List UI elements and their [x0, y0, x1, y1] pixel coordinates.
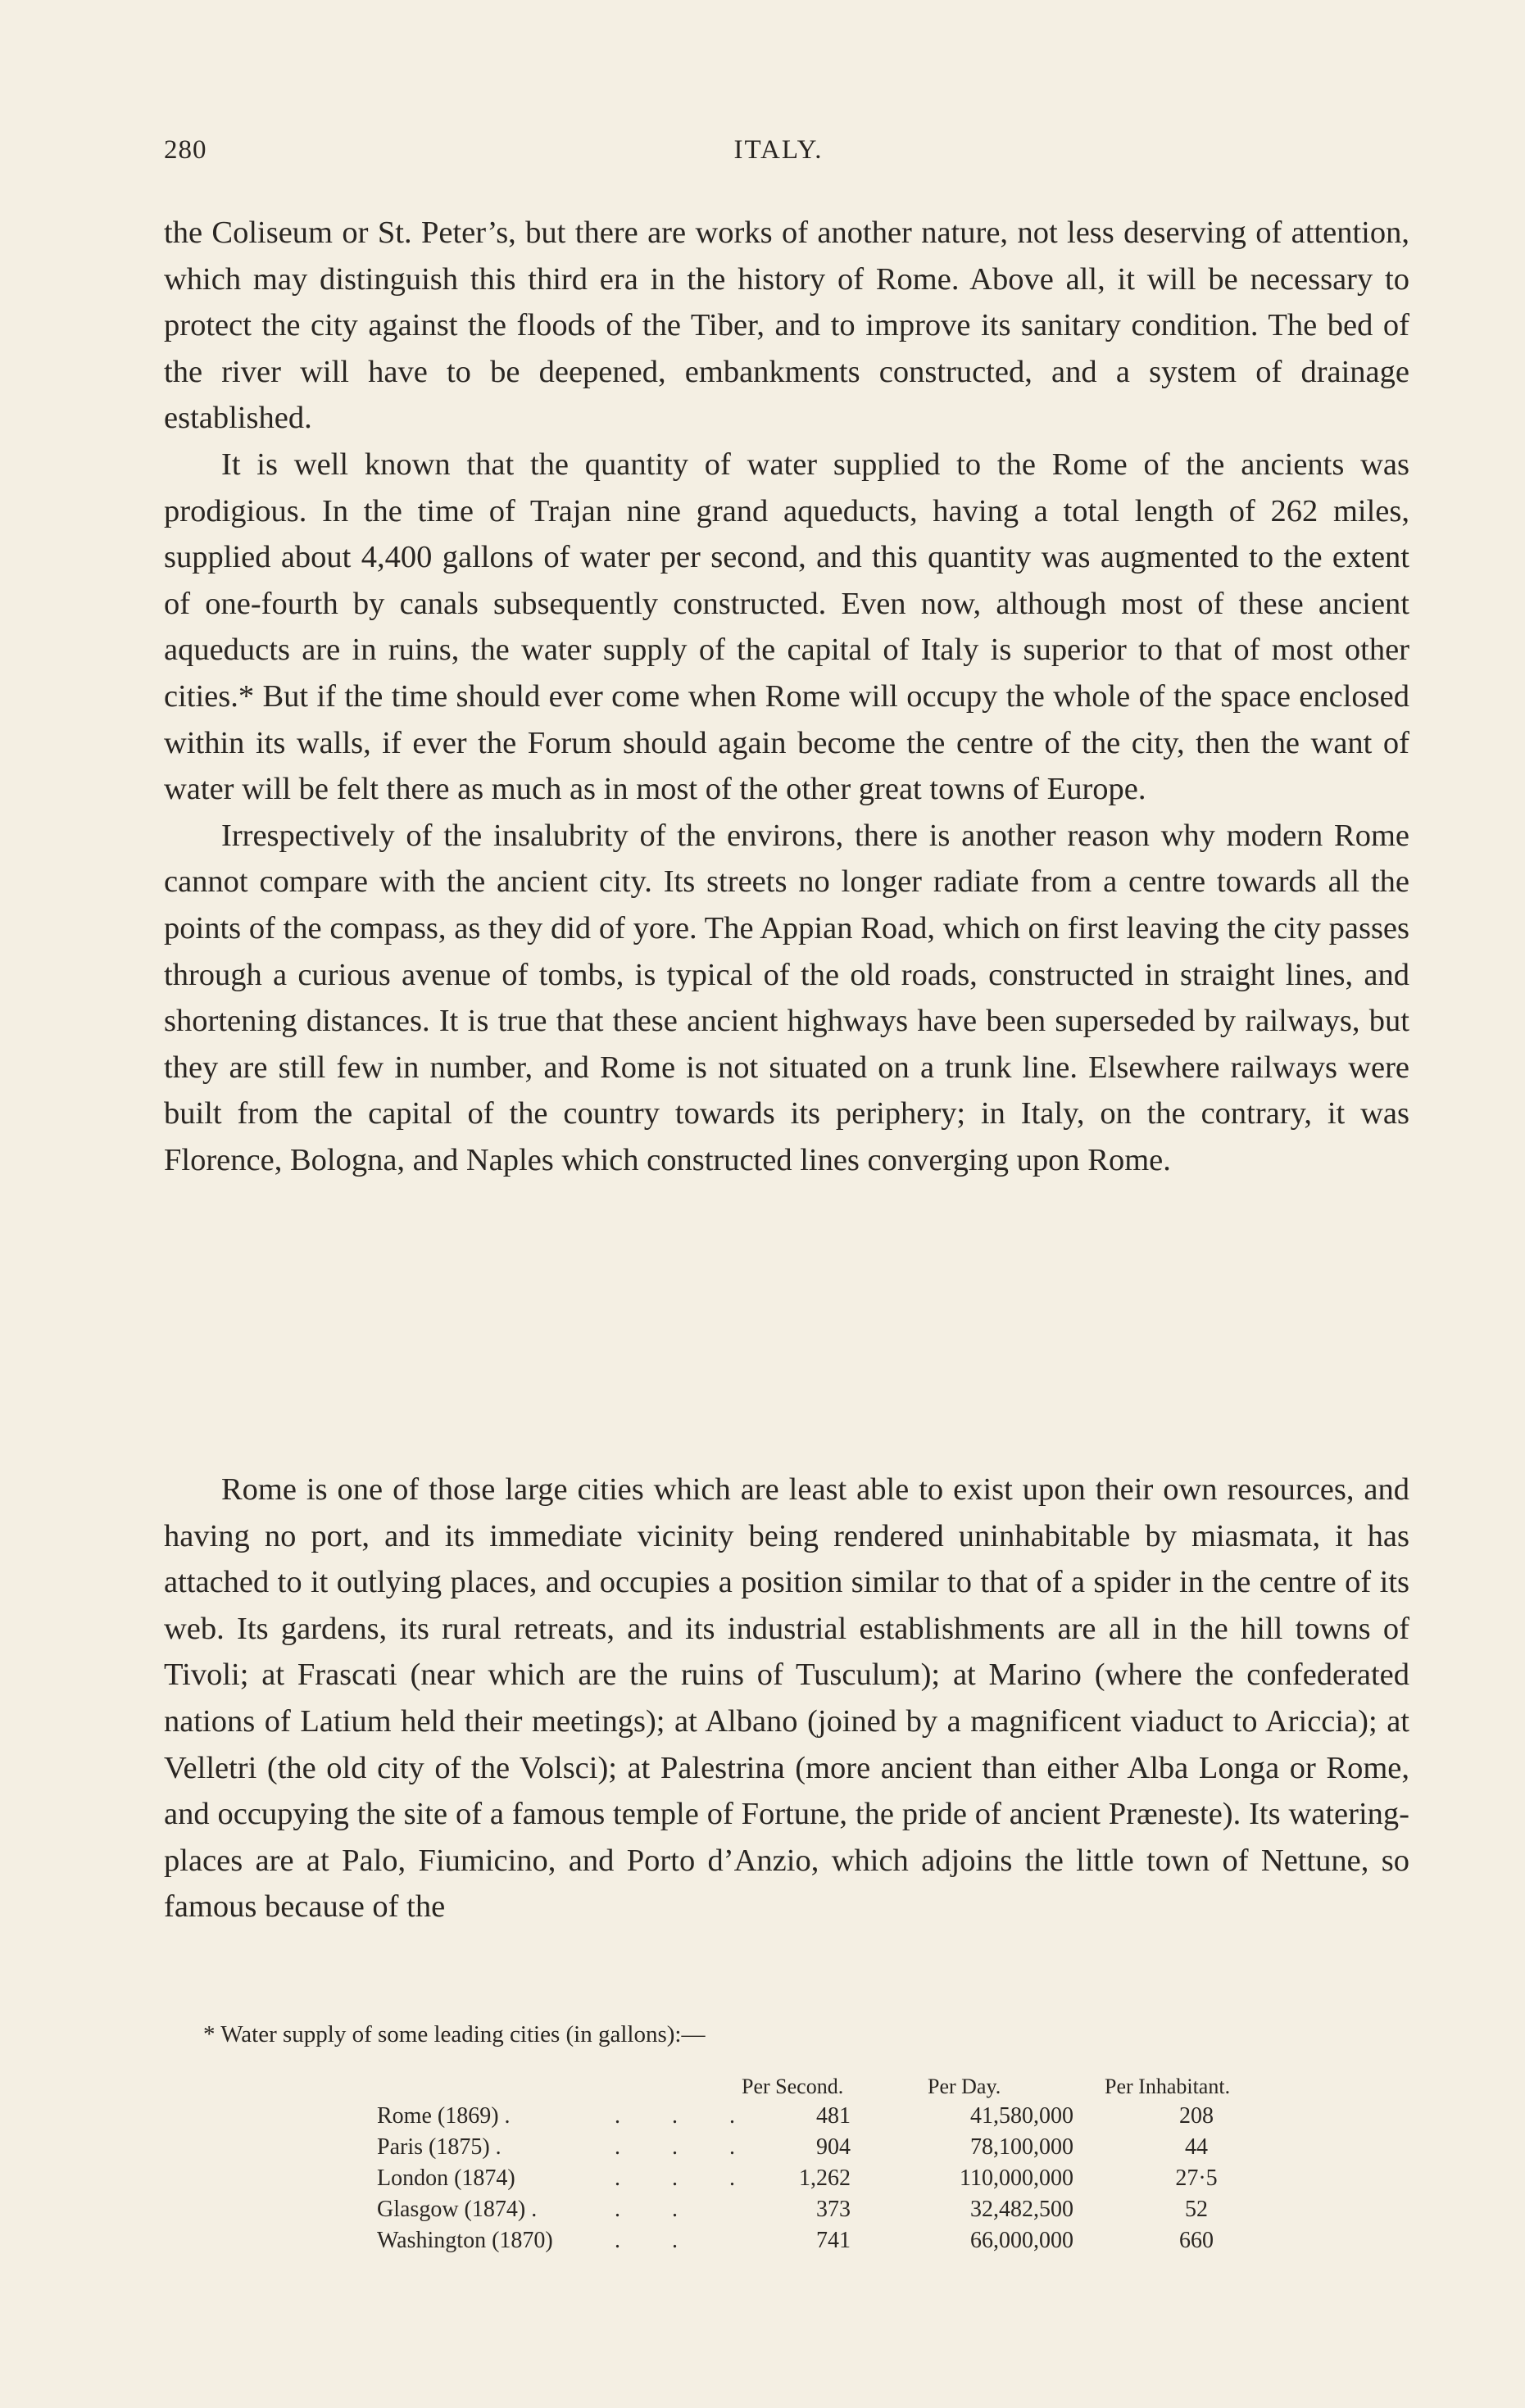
- per-second-cell: 373: [816, 2197, 851, 2222]
- water-supply-table: [361, 2071, 1303, 2256]
- per-inhabitant-cell: 208: [1179, 2103, 1214, 2129]
- per-day-cell: 32,482,500: [970, 2197, 1073, 2222]
- per-second-cell: 1,262: [799, 2165, 851, 2191]
- table-row: [361, 2163, 1303, 2194]
- page-header: [164, 135, 1393, 176]
- per-day-cell: 110,000,000: [960, 2165, 1073, 2191]
- per-inhabitant-cell: 660: [1179, 2228, 1214, 2253]
- footnote-title: * Water supply of some leading cities (in gallons):—: [203, 2021, 706, 2047]
- city-cell: Washington (1870): [377, 2228, 553, 2253]
- table-row: [361, 2101, 1303, 2132]
- leader-dots: . . .: [615, 2165, 758, 2191]
- body-text-top: [164, 210, 1409, 1183]
- per-inhabitant-cell: 44: [1185, 2134, 1208, 2160]
- per-day-cell: 66,000,000: [970, 2228, 1073, 2253]
- paragraph: It is well known that the quantity of water supplied to the Rome of the ancients was prodigious. In the time of Trajan nine grand aqueducts, having a total length of 262 miles, supplied about 4,400 gallons of water per second, and this quantity was augmented to the extent of one-fourth by canals subsequently constructed. Even now, although most of these ancient aqueducts are in ruins, the water supply of the capital of Italy is superior to that of most other cities.* But if the time should ever come when Rome will occupy the whole of the space enclosed within its walls, if ever the Forum should again become the centre of the city, then the want of water will be felt there as much as in most of the other great towns of Europe.: [164, 447, 1409, 807]
- table-header-row: [361, 2071, 1303, 2101]
- per-second-cell: 481: [816, 2103, 851, 2129]
- body-text-bottom: [164, 1467, 1409, 1930]
- page-number: 280: [164, 135, 207, 165]
- per-inhabitant-cell: 27·5: [1175, 2165, 1218, 2191]
- leader-dots: . . .: [615, 2103, 758, 2129]
- leader-dots: . . .: [615, 2134, 758, 2160]
- per-second-cell: 741: [816, 2228, 851, 2253]
- table-row: [361, 2225, 1303, 2256]
- paragraph: Rome is one of those large cities which are least able to exist upon their own resources, and having no port, and its immediate vicinity being rendered uninhabitable by miasmata, it has attached to it outlying places, and occupies a position similar to that of a spider in the centre of its web. Its gardens, its rural retreats, and its industrial establishments are all in the hill towns of Tivoli; at Frascati (near which are the ruins of Tusculum); at Marino (where the confederated nations of Latium held their meetings); at Albano (joined by a magnificent viaduct to Ariccia); at Velletri (the old city of the Volsci); at Palestrina (more ancient than either Alba Longa or Rome, and occupying the site of a famous temple of Fortune, the pride of ancient Præneste). Its watering-places are at Palo, Fiumicino, and Porto d’Anzio, which adjoins the little town of Nettune, so famous because of the: [164, 1472, 1409, 1925]
- column-header: Per Inhabitant.: [1105, 2075, 1231, 2098]
- city-cell: Paris (1875) .: [377, 2134, 502, 2160]
- per-inhabitant-cell: 52: [1185, 2197, 1208, 2222]
- table-row: [361, 2194, 1303, 2225]
- running-title: ITALY.: [733, 135, 824, 165]
- city-cell: London (1874): [377, 2165, 515, 2191]
- column-header: Per Day.: [928, 2075, 1001, 2098]
- leader-dots: . .: [615, 2197, 701, 2222]
- paragraph: Irrespectively of the insalubrity of the environs, there is another reason why modern Rome cannot compare with the ancient city. Its streets no longer radiate from a centre towards all the points of the compass, as they did of yore. The Appian Road, which on first leaving the city passes through a curious avenue of tombs, is typical of the old roads, constructed in straight lines, and shortening distances. It is true that these ancient highways have been superseded by railways, but they are still few in number, and Rome is not situated on a trunk line. Elsewhere railways were built from the capital of the country towards its periphery; in Italy, on the contrary, it was Florence, Bologna, and Naples which constructed lines converging upon Rome.: [164, 818, 1409, 1177]
- paragraph: the Coliseum or St. Peter’s, but there are works of another nature, not less deserving of attention, which may distinguish this third era in the history of Rome. Above all, it will be necessary to protect the city against the floods of the Tiber, and to improve its sanitary condition. The bed of the river will have to be deepened, embankments constructed, and a system of drainage established.: [164, 215, 1409, 436]
- per-day-cell: 78,100,000: [970, 2134, 1073, 2160]
- column-header: Per Second.: [742, 2075, 844, 2098]
- leader-dots: . .: [615, 2228, 701, 2253]
- table-row: [361, 2132, 1303, 2163]
- per-day-cell: 41,580,000: [970, 2103, 1073, 2129]
- city-cell: Glasgow (1874) .: [377, 2197, 538, 2222]
- city-cell: Rome (1869) .: [377, 2103, 511, 2129]
- per-second-cell: 904: [816, 2134, 851, 2160]
